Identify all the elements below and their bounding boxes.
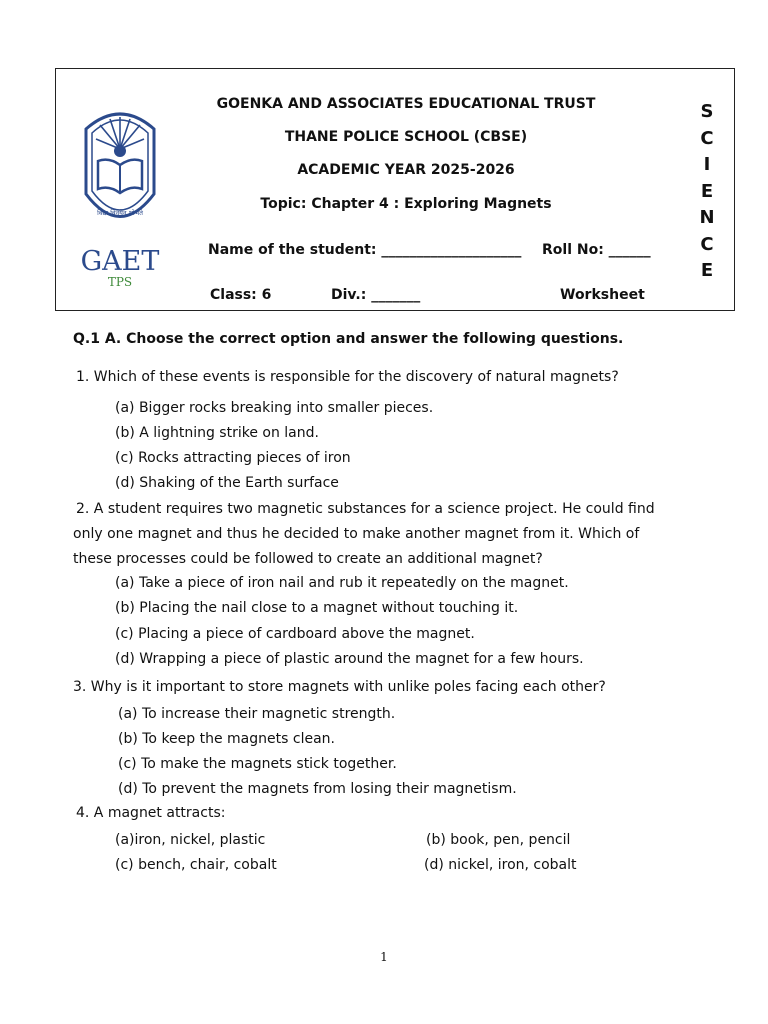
question-3-option-b: (b) To keep the magnets clean. <box>118 731 335 747</box>
question-3-option-c: (c) To make the magnets stick together. <box>118 756 397 772</box>
worksheet-header <box>55 68 735 311</box>
trust-name: GOENKA AND ASSOCIATES EDUCATIONAL TRUST <box>216 96 596 112</box>
question-4-option-c: (c) bench, chair, cobalt <box>115 857 277 873</box>
subject-letter: I <box>703 154 711 175</box>
question-4-option-d: (d) nickel, iron, cobalt <box>424 857 577 873</box>
question-2-line-1: 2. A student requires two magnetic substances for a science project. He could find <box>76 501 655 517</box>
section-title: Q.1 A. Choose the correct option and answer the following questions. <box>73 331 624 347</box>
subject-letter: S <box>700 101 714 122</box>
subject-letter: C <box>700 127 714 149</box>
subject-letter: C <box>700 233 714 255</box>
school-logo <box>76 99 164 289</box>
question-4: 4. A magnet attracts: <box>76 805 226 821</box>
question-3-option-d: (d) To prevent the magnets from losing their magnetism. <box>118 781 517 797</box>
academic-year: ACADEMIC YEAR 2025-2026 <box>297 162 515 178</box>
logo-text: GAET <box>80 246 160 277</box>
logo-motto: विद्या विनयेन शोभते <box>97 209 143 217</box>
page-number: 1 <box>380 950 388 964</box>
roll-number-field: Roll No: ______ <box>542 242 651 258</box>
subject-letter: E <box>700 180 714 202</box>
student-name-field: Name of the student: ____________________ <box>208 242 522 258</box>
subject-letter: N <box>699 207 715 228</box>
question-2-option-c: (c) Placing a piece of cardboard above the magnet. <box>115 626 475 642</box>
worksheet-label: Worksheet <box>560 287 645 303</box>
question-3-option-a: (a) To increase their magnetic strength. <box>118 706 396 722</box>
question-1-option-c: (c) Rocks attracting pieces of iron <box>115 450 351 466</box>
question-3: 3. Why is it important to store magnets with unlike poles facing each other? <box>73 679 606 695</box>
question-1-option-b: (b) A lightning strike on land. <box>115 425 319 441</box>
question-2-option-b: (b) Placing the nail close to a magnet without touching it. <box>115 600 519 616</box>
division-field: Div.: _______ <box>331 287 421 303</box>
question-2-line-3: these processes could be followed to create an additional magnet? <box>73 551 543 567</box>
question-1: 1. Which of these events is responsible for the discovery of natural magnets? <box>76 369 619 385</box>
question-2-line-2: only one magnet and thus he decided to make another magnet from it. Which of <box>73 526 640 542</box>
question-1-option-d: (d) Shaking of the Earth surface <box>115 475 339 491</box>
school-name: THANE POLICE SCHOOL (CBSE) <box>284 129 528 145</box>
question-4-option-b: (b) book, pen, pencil <box>426 832 571 848</box>
class-field: Class: 6 <box>210 287 272 303</box>
question-2-option-a: (a) Take a piece of iron nail and rub it repeatedly on the magnet. <box>115 575 569 591</box>
question-1-option-a: (a) Bigger rocks breaking into smaller pieces. <box>115 400 434 416</box>
topic-title: Topic: Chapter 4 : Exploring Magnets <box>260 196 552 212</box>
subject-vertical-label <box>696 99 718 285</box>
question-4-option-a: (a)iron, nickel, plastic <box>115 832 266 848</box>
logo-subtext: TPS <box>107 275 133 289</box>
subject-letter: E <box>700 260 714 281</box>
question-2-option-d: (d) Wrapping a piece of plastic around the magnet for a few hours. <box>115 651 584 667</box>
